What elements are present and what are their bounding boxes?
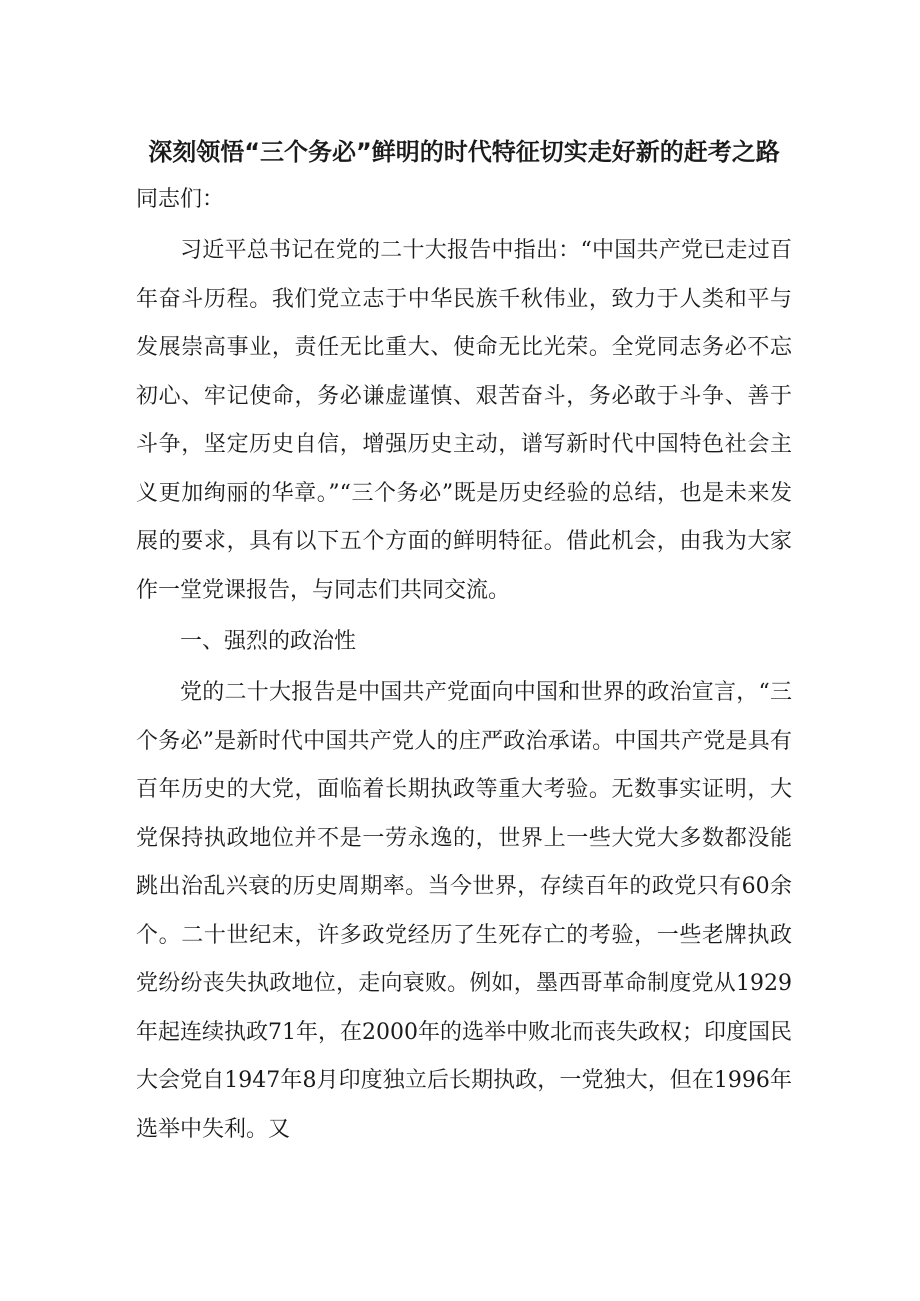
document-page [136, 128, 792, 1154]
section-paragraph: 党的二十大报告是中国共产党面向中国和世界的政治宣言，“三个务必”是新时代中国共产党人的庄严政治承诺。中国共产党是具有百年历史的大党，面临着长期执政等重大考验。无数事实证明，大党保持执政地位并不是一劳永逸的，世界上一些大党大多数都没能跳出治乱兴衰的历史周期率。当今世界，存续百年的政党只有60余个。二十世纪末，许多政党经历了生死存亡的考验，一些老牌执政党纷纷丧失执政地位，走向衰败。例如，墨西哥革命制度党从1929年起连续执政71年，在2000年的选举中败北而丧失政权；印度国民大会党自1947年8月印度独立后长期执政，一党独大，但在1996年选举中失利。又 [136, 680, 793, 1142]
section-heading: 一、强烈的政治性 [180, 629, 357, 654]
salutation: 同志们： [136, 187, 225, 212]
document-title: 深刻领悟“三个务必”鲜明的时代特征切实走好新的赶考之路 [148, 138, 780, 166]
intro-paragraph: 习近平总书记在党的二十大报告中指出：“中国共产党已走过百年奋斗历程。我们党立志于中华民族千秋伟业，致力于人类和平与发展崇高事业，责任无比重大、使命无比光荣。全党同志务必不忘初心、牢记使命，务必谦虚谨慎、艰苦奋斗，务必敢于斗争、善于斗争，坚定历史自信，增强历史主动，谱写新时代中国特色社会主义更加绚丽的华章。”“三个务必”既是历史经验的总结，也是未来发展的要求，具有以下五个方面的鲜明特征。借此机会，由我为大家作一堂党课报告，与同志们共同交流。 [136, 238, 792, 603]
